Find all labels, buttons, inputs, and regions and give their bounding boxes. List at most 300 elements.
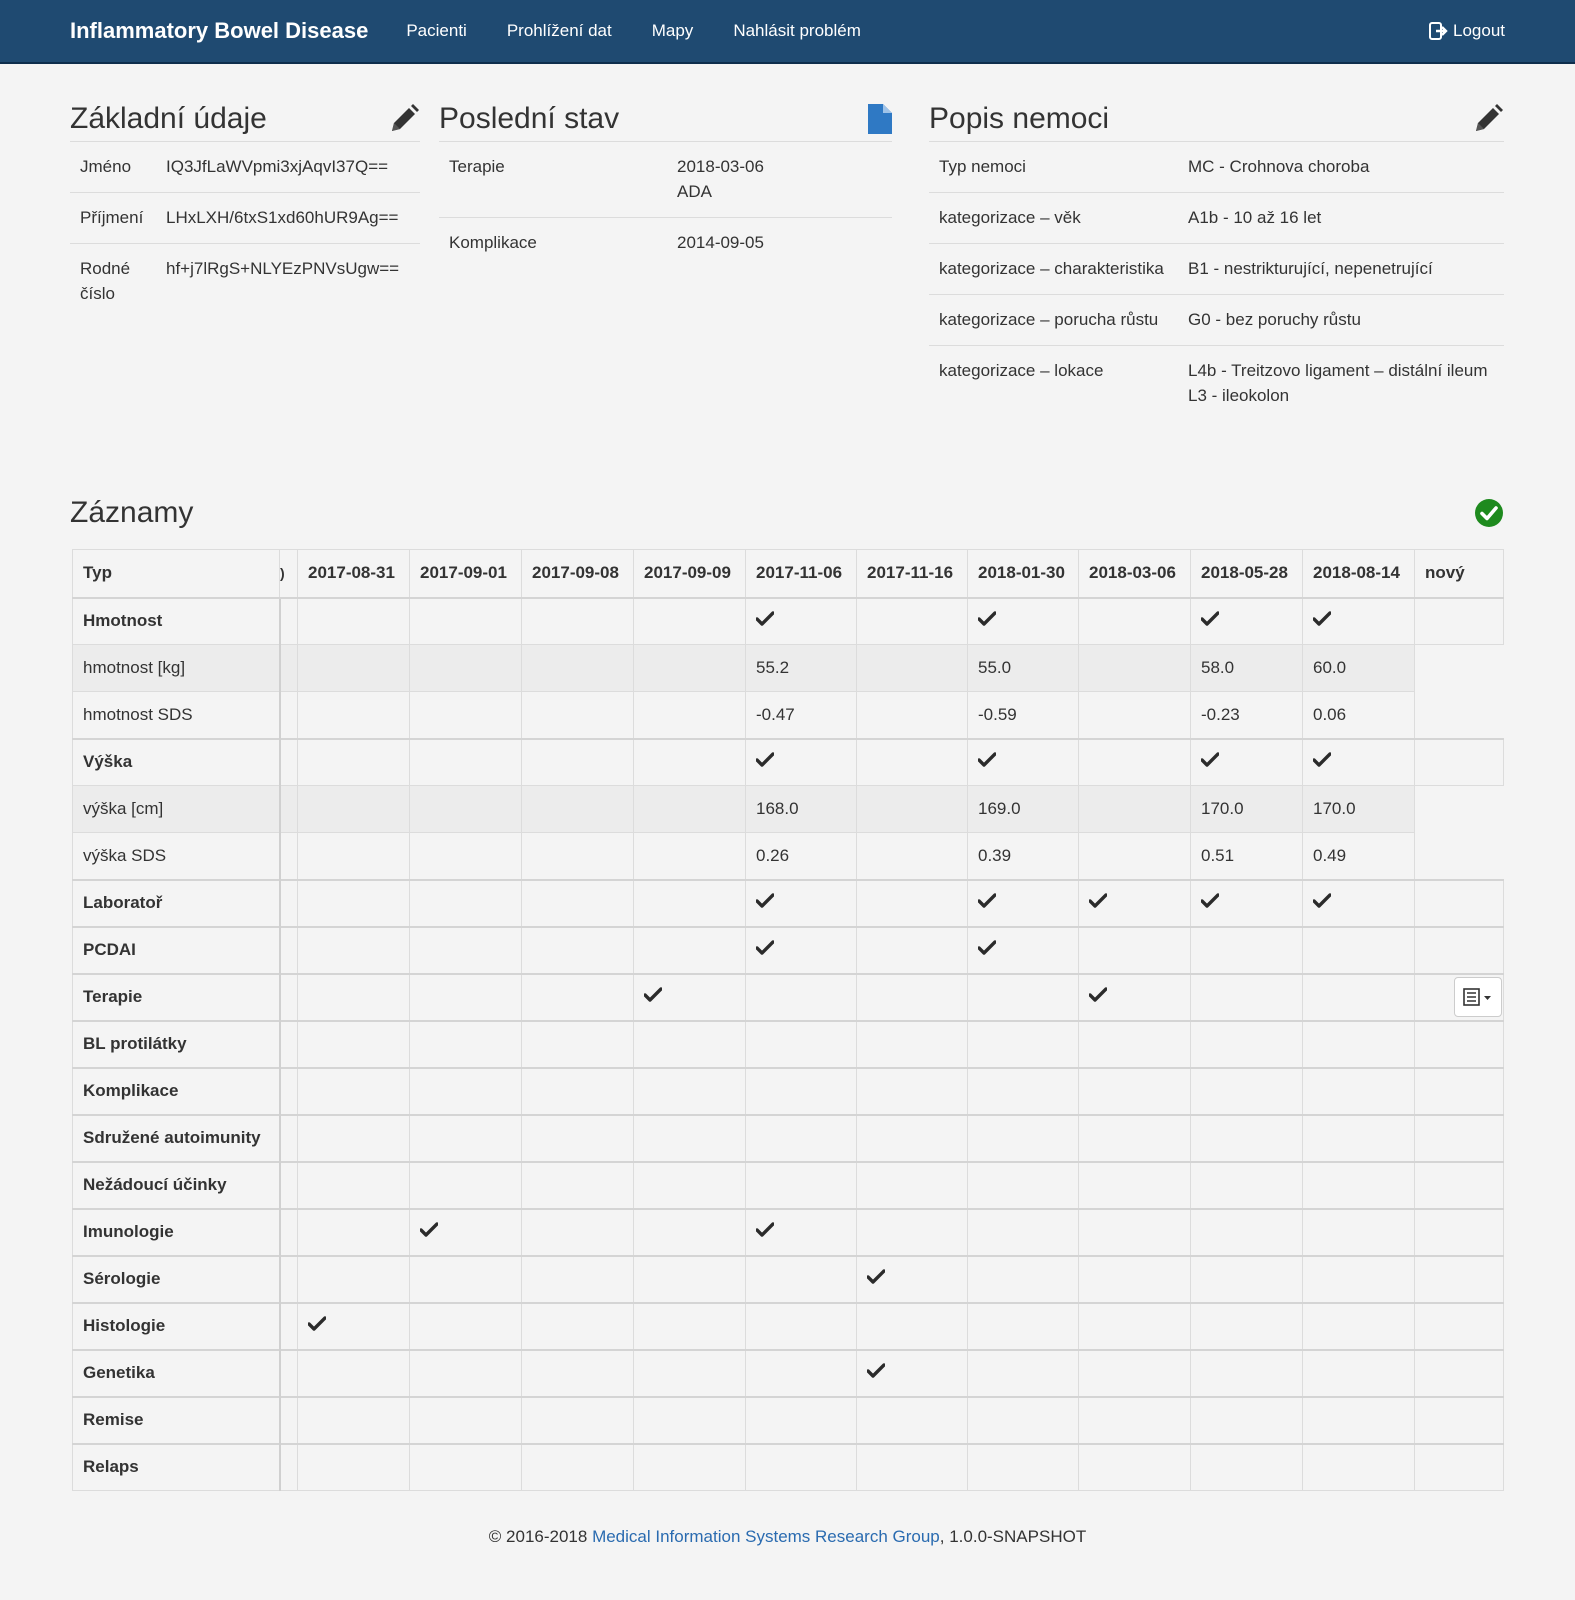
- record-cell[interactable]: [634, 1397, 746, 1444]
- record-cell-new[interactable]: [1415, 1256, 1504, 1303]
- record-cell[interactable]: [968, 974, 1079, 1021]
- record-cell-new[interactable]: [1415, 598, 1504, 645]
- record-row[interactable]: [73, 1209, 1504, 1256]
- record-cell-new[interactable]: [1415, 974, 1504, 1021]
- record-cell-checked[interactable]: [1191, 880, 1303, 927]
- record-cell-checked[interactable]: [857, 1256, 968, 1303]
- record-cell[interactable]: [857, 880, 968, 927]
- nav-prohlizeni-dat[interactable]: Prohlížení dat: [506, 21, 612, 40]
- record-cell-checked[interactable]: [1303, 739, 1415, 786]
- record-cell[interactable]: [1079, 833, 1191, 880]
- records-header-row: [73, 550, 1504, 598]
- record-cell[interactable]: [522, 927, 634, 974]
- record-cell[interactable]: [968, 1162, 1079, 1209]
- record-cell-new[interactable]: [1415, 1115, 1504, 1162]
- record-cell[interactable]: [634, 1444, 746, 1491]
- record-cell[interactable]: [410, 833, 522, 880]
- value-line: L3 - ileokolon: [1188, 386, 1290, 405]
- disease-table: [929, 142, 1504, 421]
- last-state-header: [439, 96, 892, 142]
- record-cell[interactable]: [1079, 1303, 1191, 1350]
- record-cell[interactable]: -0.47: [746, 692, 857, 739]
- record-cell-checked[interactable]: [1191, 739, 1303, 786]
- checkmark-icon: [867, 1363, 885, 1378]
- record-cell[interactable]: 0.39: [968, 833, 1079, 880]
- record-cell[interactable]: [298, 645, 410, 692]
- checkmark-icon: [978, 752, 996, 767]
- record-cell[interactable]: [522, 739, 634, 786]
- record-cell[interactable]: [298, 786, 410, 833]
- record-cell[interactable]: [522, 1115, 634, 1162]
- checkmark-icon: [978, 611, 996, 626]
- value-line: L4b - Treitzovo ligament – distální ileum: [1188, 361, 1488, 380]
- record-cell[interactable]: [857, 1303, 968, 1350]
- record-cell[interactable]: [1191, 1444, 1303, 1491]
- record-cell[interactable]: [1303, 1397, 1415, 1444]
- record-cell[interactable]: [1191, 1068, 1303, 1115]
- check-circle-icon[interactable]: [1474, 498, 1504, 528]
- record-cell[interactable]: [857, 1209, 968, 1256]
- record-cell[interactable]: [1191, 1021, 1303, 1068]
- record-cell[interactable]: [746, 1068, 857, 1115]
- record-cell[interactable]: 168.0: [746, 786, 857, 833]
- record-row[interactable]: [73, 880, 1504, 927]
- record-cell[interactable]: 60.0: [1303, 645, 1415, 692]
- column-header-date: 2018-05-28: [1191, 550, 1303, 598]
- record-cell[interactable]: [746, 1444, 857, 1491]
- basic-info-panel: [70, 96, 420, 319]
- record-cell[interactable]: [968, 1209, 1079, 1256]
- record-cell[interactable]: [410, 1068, 522, 1115]
- checkmark-icon: [1089, 987, 1107, 1002]
- record-cell[interactable]: [857, 1068, 968, 1115]
- record-cell[interactable]: [410, 1350, 522, 1397]
- record-cell-checked[interactable]: [746, 598, 857, 645]
- record-cell[interactable]: [1303, 1162, 1415, 1209]
- record-cell-checked[interactable]: [746, 880, 857, 927]
- record-row[interactable]: [73, 1115, 1504, 1162]
- last-state-row: [439, 142, 892, 218]
- record-cell[interactable]: 58.0: [1191, 645, 1303, 692]
- checkmark-icon: [756, 611, 774, 626]
- record-cell[interactable]: [298, 598, 410, 645]
- record-cell[interactable]: [634, 786, 746, 833]
- record-cell[interactable]: [410, 927, 522, 974]
- record-row[interactable]: [73, 1444, 1504, 1491]
- record-cell[interactable]: [1303, 927, 1415, 974]
- record-cell-checked[interactable]: [298, 1303, 410, 1350]
- value-line: A1b - 10 až 16 let: [1188, 208, 1322, 227]
- record-cell[interactable]: [634, 833, 746, 880]
- record-cell-checked[interactable]: [1079, 974, 1191, 1021]
- basic-label: Rodné číslo: [80, 259, 131, 303]
- record-cell[interactable]: [968, 1444, 1079, 1491]
- record-row[interactable]: [73, 692, 1504, 739]
- record-cell[interactable]: [298, 833, 410, 880]
- record-cell[interactable]: [857, 692, 968, 739]
- nav-pacienti[interactable]: Pacienti: [406, 21, 467, 40]
- footer-link[interactable]: Medical Information Systems Research Group: [592, 1527, 940, 1546]
- record-cell[interactable]: [410, 598, 522, 645]
- record-cell[interactable]: [634, 739, 746, 786]
- record-cell[interactable]: [1303, 1068, 1415, 1115]
- record-row[interactable]: [73, 1350, 1504, 1397]
- record-cell-new[interactable]: [1415, 1444, 1504, 1491]
- record-cell-new[interactable]: [1415, 833, 1504, 880]
- record-cell[interactable]: [634, 1256, 746, 1303]
- record-cell[interactable]: [1303, 1209, 1415, 1256]
- record-cell[interactable]: [410, 1021, 522, 1068]
- record-type-label: Remise: [73, 1397, 280, 1444]
- record-cell[interactable]: [634, 1209, 746, 1256]
- checkmark-icon: [1201, 611, 1219, 626]
- record-cell[interactable]: [968, 1397, 1079, 1444]
- record-cell-checked[interactable]: [1079, 880, 1191, 927]
- record-cell[interactable]: 0.26: [746, 833, 857, 880]
- list-icon: [1463, 988, 1493, 1006]
- record-cell-clipped: [280, 786, 298, 833]
- record-cell-checked[interactable]: [968, 598, 1079, 645]
- record-cell-checked[interactable]: [1303, 598, 1415, 645]
- record-cell-new[interactable]: [1415, 1303, 1504, 1350]
- record-cell[interactable]: [410, 1256, 522, 1303]
- record-cell[interactable]: [1079, 645, 1191, 692]
- record-cell[interactable]: 55.0: [968, 645, 1079, 692]
- record-cell[interactable]: [1079, 1256, 1191, 1303]
- record-cell[interactable]: [1079, 1115, 1191, 1162]
- record-cell[interactable]: [857, 786, 968, 833]
- record-row[interactable]: [73, 645, 1504, 692]
- record-cell[interactable]: [522, 1162, 634, 1209]
- record-cell[interactable]: [298, 927, 410, 974]
- record-row[interactable]: [73, 1068, 1504, 1115]
- record-cell[interactable]: [1079, 1397, 1191, 1444]
- record-cell[interactable]: [857, 1397, 968, 1444]
- record-cell[interactable]: [298, 1397, 410, 1444]
- record-cell[interactable]: [857, 598, 968, 645]
- record-cell[interactable]: [410, 692, 522, 739]
- record-cell[interactable]: [857, 927, 968, 974]
- record-cell-new[interactable]: [1415, 786, 1504, 833]
- record-cell[interactable]: [634, 1350, 746, 1397]
- record-cell[interactable]: [857, 974, 968, 1021]
- record-cell[interactable]: [298, 1068, 410, 1115]
- record-cell[interactable]: [1079, 1162, 1191, 1209]
- record-cell[interactable]: [298, 974, 410, 1021]
- record-cell[interactable]: [1079, 598, 1191, 645]
- record-cell-checked[interactable]: [968, 739, 1079, 786]
- brand[interactable]: Inflammatory Bowel Disease: [70, 18, 369, 43]
- record-cell-new[interactable]: [1415, 692, 1504, 739]
- record-cell-checked[interactable]: [746, 1209, 857, 1256]
- record-cell[interactable]: [298, 1115, 410, 1162]
- record-cell-new[interactable]: [1415, 739, 1504, 786]
- record-cell[interactable]: [298, 1350, 410, 1397]
- record-cell[interactable]: [410, 1162, 522, 1209]
- record-cell-checked[interactable]: [857, 1350, 968, 1397]
- record-cell[interactable]: [522, 1397, 634, 1444]
- basic-label: Jméno: [70, 142, 156, 193]
- record-cell[interactable]: [1079, 692, 1191, 739]
- record-cell[interactable]: [968, 1350, 1079, 1397]
- record-cell[interactable]: [1079, 1350, 1191, 1397]
- record-cell-clipped: [280, 1021, 298, 1068]
- record-cell-new[interactable]: [1415, 1021, 1504, 1068]
- checkmark-icon: [867, 1269, 885, 1284]
- record-cell[interactable]: [410, 880, 522, 927]
- column-header-date: 2018-01-30: [968, 550, 1079, 598]
- record-cell[interactable]: [634, 645, 746, 692]
- record-cell[interactable]: [1079, 1068, 1191, 1115]
- record-cell[interactable]: [746, 974, 857, 1021]
- record-cell[interactable]: [522, 1303, 634, 1350]
- record-cell[interactable]: [1191, 1256, 1303, 1303]
- record-cell[interactable]: [968, 1256, 1079, 1303]
- record-cell[interactable]: [1303, 1021, 1415, 1068]
- record-cell[interactable]: [410, 786, 522, 833]
- record-cell[interactable]: [522, 1444, 634, 1491]
- record-cell[interactable]: [522, 1209, 634, 1256]
- record-cell-checked[interactable]: [410, 1209, 522, 1256]
- record-cell[interactable]: [522, 1068, 634, 1115]
- record-cell[interactable]: [522, 598, 634, 645]
- record-cell[interactable]: [1191, 1350, 1303, 1397]
- record-cell[interactable]: [298, 880, 410, 927]
- record-cell[interactable]: [857, 833, 968, 880]
- record-cell[interactable]: -0.23: [1191, 692, 1303, 739]
- basic-info-title: Základní údaje: [70, 101, 267, 135]
- record-cell[interactable]: [1303, 1256, 1415, 1303]
- record-cell[interactable]: [1079, 786, 1191, 833]
- record-cell[interactable]: [746, 1256, 857, 1303]
- column-header-date: 2017-11-16: [857, 550, 968, 598]
- record-type-label: PCDAI: [73, 927, 280, 974]
- record-cell-new[interactable]: [1415, 1162, 1504, 1209]
- record-cell[interactable]: [746, 1115, 857, 1162]
- record-cell[interactable]: [410, 1115, 522, 1162]
- record-cell-new[interactable]: [1415, 645, 1504, 692]
- record-cell[interactable]: [634, 1115, 746, 1162]
- record-cell[interactable]: [1079, 1021, 1191, 1068]
- column-header-type: Typ: [73, 550, 280, 598]
- record-cell[interactable]: [410, 1444, 522, 1491]
- record-cell[interactable]: 170.0: [1303, 786, 1415, 833]
- record-cell-clipped: [280, 1162, 298, 1209]
- record-cell[interactable]: [522, 1256, 634, 1303]
- record-cell[interactable]: 0.49: [1303, 833, 1415, 880]
- record-cell[interactable]: [857, 1444, 968, 1491]
- record-cell[interactable]: [857, 1021, 968, 1068]
- last-state-value: [667, 142, 892, 218]
- record-type-label: Sdružené autoimunity: [73, 1115, 280, 1162]
- record-cell[interactable]: [968, 1303, 1079, 1350]
- record-cell[interactable]: [634, 598, 746, 645]
- record-cell[interactable]: [634, 880, 746, 927]
- record-cell[interactable]: [522, 1350, 634, 1397]
- footer-copyright: © 2016-2018: [488, 1527, 593, 1546]
- record-cell[interactable]: [857, 1115, 968, 1162]
- record-cell[interactable]: [1303, 1444, 1415, 1491]
- disease-row: [929, 244, 1504, 295]
- record-cell[interactable]: [634, 692, 746, 739]
- edit-basic-button[interactable]: [388, 103, 420, 135]
- record-cell[interactable]: [1191, 1397, 1303, 1444]
- value-line: ADA: [677, 182, 712, 201]
- record-cell[interactable]: [746, 1162, 857, 1209]
- record-cell[interactable]: [410, 1303, 522, 1350]
- disease-label: kategorizace – lokace: [939, 361, 1104, 380]
- record-cell[interactable]: 0.51: [1191, 833, 1303, 880]
- logout-label: Logout: [1453, 21, 1505, 40]
- basic-row: [70, 193, 420, 244]
- record-cell[interactable]: [410, 1397, 522, 1444]
- basic-row: [70, 142, 420, 193]
- record-cell[interactable]: [968, 1068, 1079, 1115]
- record-row[interactable]: [73, 598, 1504, 645]
- record-cell-checked[interactable]: [1191, 598, 1303, 645]
- disease-row: [929, 346, 1504, 422]
- nav-nahlasit-problem[interactable]: Nahlásit problém: [733, 21, 861, 40]
- record-cell[interactable]: [1079, 927, 1191, 974]
- record-cell-checked[interactable]: [746, 927, 857, 974]
- record-cell[interactable]: [1303, 974, 1415, 1021]
- checkmark-icon: [1201, 752, 1219, 767]
- record-type-label: Terapie: [73, 974, 280, 1021]
- record-cell[interactable]: [1191, 1162, 1303, 1209]
- record-cell[interactable]: [746, 1350, 857, 1397]
- record-cell-new[interactable]: [1415, 880, 1504, 927]
- record-cell[interactable]: [857, 739, 968, 786]
- record-cell[interactable]: [1191, 974, 1303, 1021]
- checkmark-icon: [1201, 893, 1219, 908]
- record-cell[interactable]: [1303, 1115, 1415, 1162]
- record-cell[interactable]: [746, 1021, 857, 1068]
- record-cell[interactable]: [634, 1162, 746, 1209]
- record-cell[interactable]: [522, 833, 634, 880]
- record-cell[interactable]: [968, 1115, 1079, 1162]
- record-cell[interactable]: [522, 692, 634, 739]
- record-type-label: Komplikace: [73, 1068, 280, 1115]
- record-cell-checked[interactable]: [968, 927, 1079, 974]
- record-cell[interactable]: [522, 645, 634, 692]
- record-cell[interactable]: [298, 1209, 410, 1256]
- record-cell-new[interactable]: [1415, 1209, 1504, 1256]
- checkmark-icon: [1313, 752, 1331, 767]
- record-cell[interactable]: [298, 1256, 410, 1303]
- record-cell[interactable]: [1303, 1303, 1415, 1350]
- record-row[interactable]: [73, 927, 1504, 974]
- logout-button[interactable]: [1429, 21, 1505, 41]
- record-cell[interactable]: [1079, 739, 1191, 786]
- record-cell[interactable]: [522, 1021, 634, 1068]
- open-document-button[interactable]: [868, 104, 892, 134]
- record-cell-clipped: [280, 1209, 298, 1256]
- record-row[interactable]: [73, 833, 1504, 880]
- record-cell-checked[interactable]: [968, 880, 1079, 927]
- record-cell[interactable]: [857, 1162, 968, 1209]
- column-header-date: 2018-03-06: [1079, 550, 1191, 598]
- record-cell[interactable]: [298, 1021, 410, 1068]
- record-row[interactable]: [73, 1021, 1504, 1068]
- record-cell-clipped: [280, 974, 298, 1021]
- records-table: [72, 549, 1504, 1491]
- record-type-label: výška [cm]: [73, 786, 280, 833]
- record-cell[interactable]: 55.2: [746, 645, 857, 692]
- record-row[interactable]: [73, 1303, 1504, 1350]
- record-cell-clipped: [280, 833, 298, 880]
- record-cell-checked[interactable]: [746, 739, 857, 786]
- record-cell[interactable]: [522, 974, 634, 1021]
- record-cell-checked[interactable]: [1303, 880, 1415, 927]
- column-header-date: 2017-09-01: [410, 550, 522, 598]
- record-cell[interactable]: 0.06: [1303, 692, 1415, 739]
- record-cell-checked[interactable]: [634, 974, 746, 1021]
- record-cell[interactable]: [410, 645, 522, 692]
- record-cell[interactable]: [1079, 1444, 1191, 1491]
- record-cell-clipped: [280, 1115, 298, 1162]
- record-cell[interactable]: [746, 1303, 857, 1350]
- record-cell[interactable]: [1191, 1115, 1303, 1162]
- record-row[interactable]: [73, 786, 1504, 833]
- record-cell[interactable]: [1303, 1350, 1415, 1397]
- record-cell[interactable]: [1079, 1209, 1191, 1256]
- navbar: [0, 0, 1575, 64]
- record-cell[interactable]: [1191, 1209, 1303, 1256]
- record-row[interactable]: [73, 974, 1504, 1021]
- record-cell-new[interactable]: [1415, 1397, 1504, 1444]
- record-cell-clipped: [280, 739, 298, 786]
- record-cell[interactable]: [634, 1068, 746, 1115]
- nav-mapy[interactable]: Mapy: [651, 21, 694, 40]
- record-cell[interactable]: [1191, 927, 1303, 974]
- record-cell[interactable]: [410, 974, 522, 1021]
- record-cell[interactable]: [1191, 1303, 1303, 1350]
- record-cell[interactable]: [522, 880, 634, 927]
- record-cell[interactable]: [634, 1021, 746, 1068]
- column-header-new: nový: [1415, 550, 1504, 598]
- record-cell[interactable]: 170.0: [1191, 786, 1303, 833]
- column-header-clipped: ): [280, 550, 298, 598]
- record-row[interactable]: [73, 1162, 1504, 1209]
- record-cell[interactable]: 169.0: [968, 786, 1079, 833]
- record-row[interactable]: [73, 1256, 1504, 1303]
- add-record-menu-button[interactable]: [1454, 977, 1502, 1017]
- record-cell-new[interactable]: [1415, 1068, 1504, 1115]
- record-cell[interactable]: [298, 692, 410, 739]
- record-cell[interactable]: [298, 1444, 410, 1491]
- record-cell[interactable]: [634, 1303, 746, 1350]
- record-cell[interactable]: [746, 1397, 857, 1444]
- edit-disease-button[interactable]: [1472, 103, 1504, 135]
- record-cell-new[interactable]: [1415, 1350, 1504, 1397]
- record-row[interactable]: [73, 1397, 1504, 1444]
- record-cell[interactable]: [968, 1021, 1079, 1068]
- record-cell[interactable]: [857, 645, 968, 692]
- disease-row: [929, 142, 1504, 193]
- basic-value: LHxLXH/6txS1xd60hUR9Ag==: [156, 193, 420, 244]
- record-cell[interactable]: -0.59: [968, 692, 1079, 739]
- record-cell[interactable]: [522, 786, 634, 833]
- record-cell[interactable]: [410, 739, 522, 786]
- last-state-label: Terapie: [439, 142, 667, 218]
- records-header: [70, 496, 1504, 530]
- record-cell[interactable]: [298, 1162, 410, 1209]
- record-row[interactable]: [73, 739, 1504, 786]
- record-cell-new[interactable]: [1415, 927, 1504, 974]
- record-cell[interactable]: [634, 927, 746, 974]
- column-header-date: 2017-08-31: [298, 550, 410, 598]
- record-cell[interactable]: [298, 739, 410, 786]
